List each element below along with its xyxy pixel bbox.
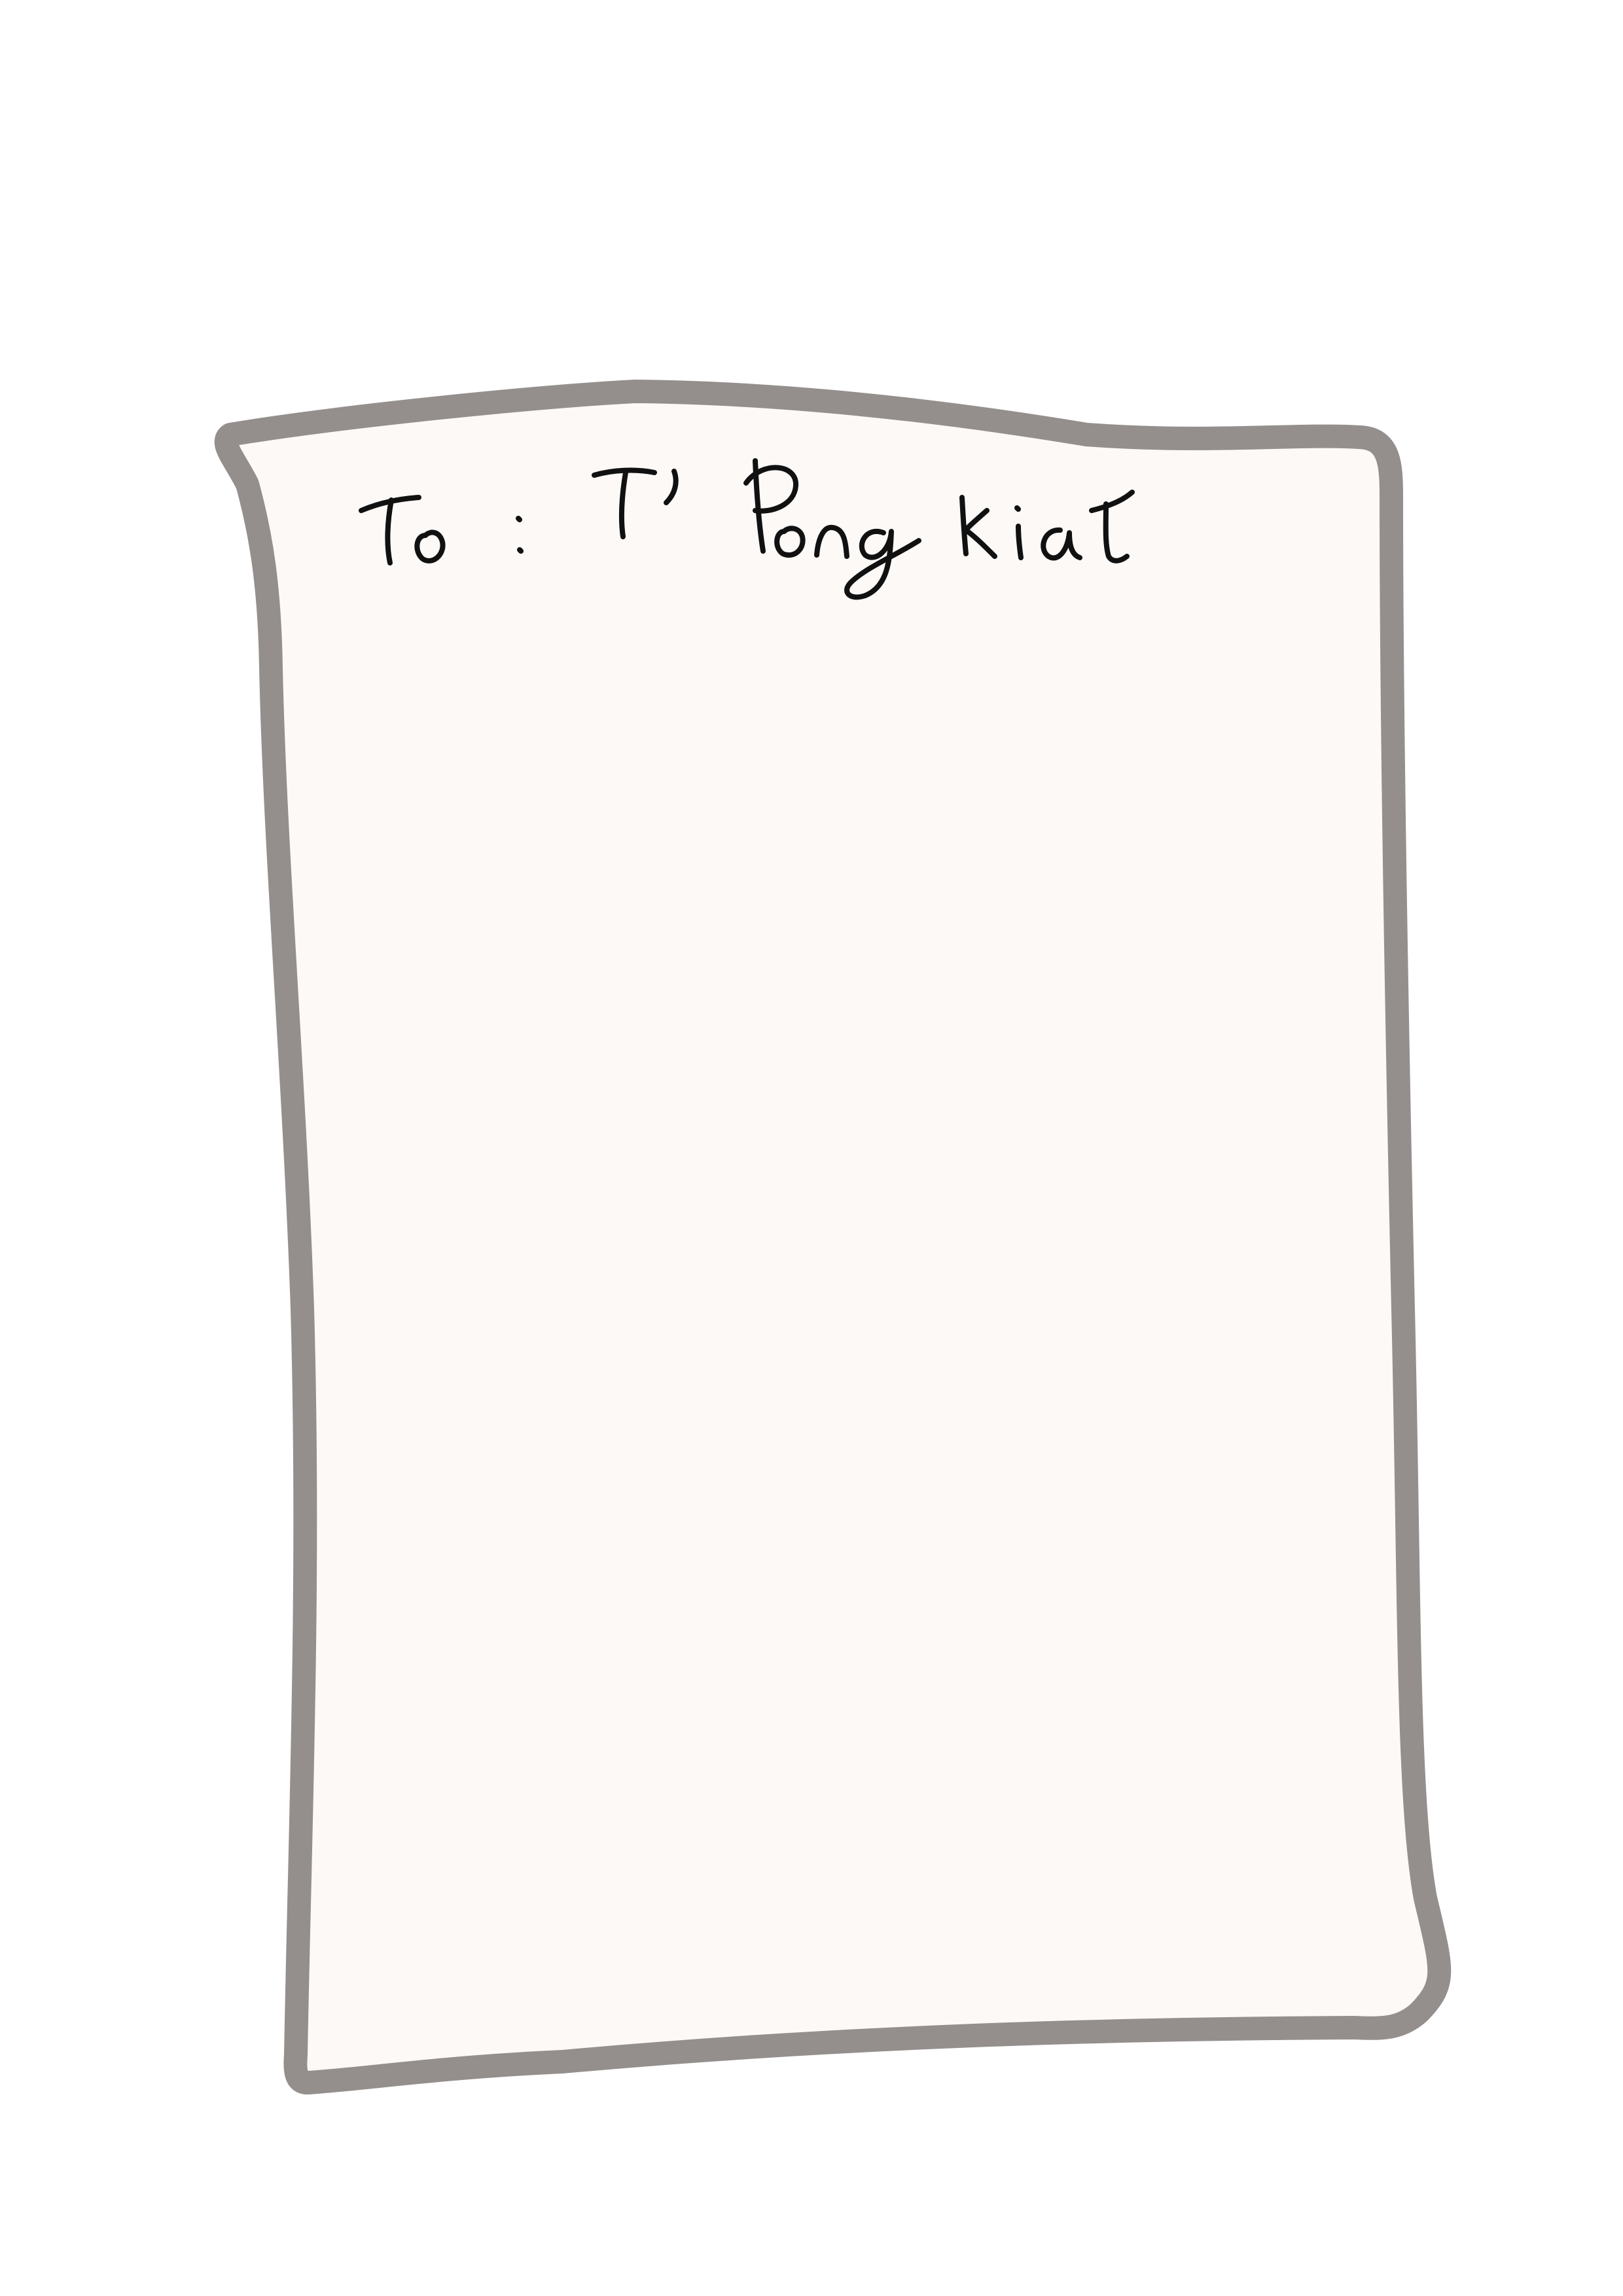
recipient-line-text bbox=[340, 655, 419, 667]
hand-colon-dot-top bbox=[518, 518, 520, 520]
hand-colon-dot-bottom bbox=[520, 550, 521, 551]
note-writing-area bbox=[340, 655, 1322, 1964]
